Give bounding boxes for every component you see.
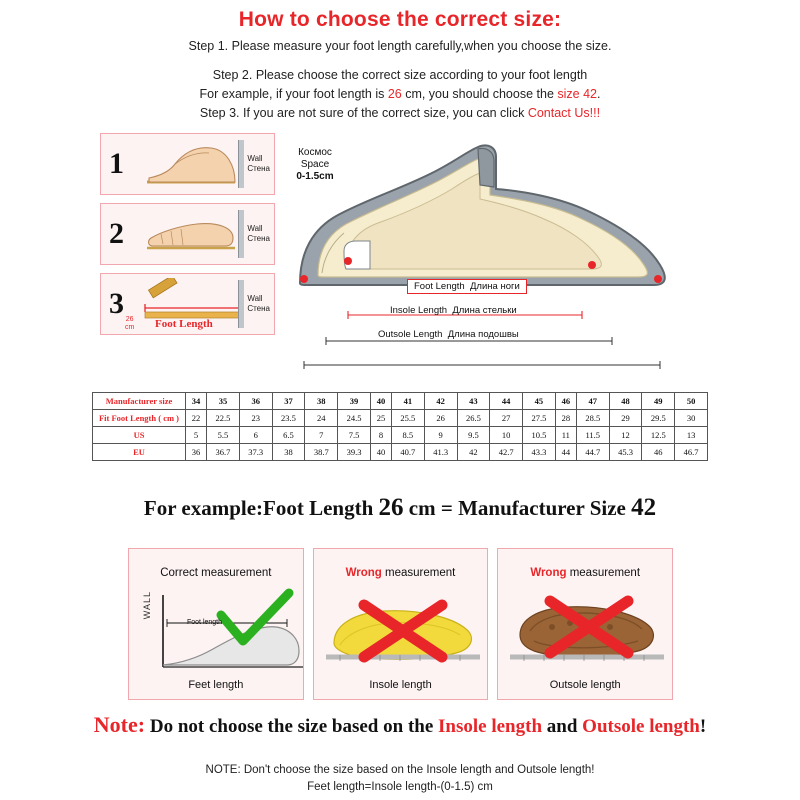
step-2-example-pre: For example, if your foot length is	[199, 87, 388, 101]
table-row-header: US	[93, 427, 186, 444]
space-label-en: Space	[300, 159, 330, 170]
table-cell: 25	[370, 410, 391, 427]
wrong-insole-caption	[314, 567, 488, 579]
insole-length-ru: Длина стельки	[452, 305, 517, 316]
table-cell: 25.5	[391, 410, 424, 427]
wrong-insole-caption-prefix: Wrong	[345, 567, 382, 579]
step-3-text	[0, 104, 800, 123]
panel-number: 1	[109, 147, 124, 180]
wall-label-en: Wall	[247, 294, 263, 303]
insole-length-en: Insole Length	[390, 305, 448, 316]
wrong-insole-box	[313, 548, 489, 700]
note-end: !	[699, 716, 707, 737]
step-2-example-end: .	[596, 87, 601, 101]
table-cell: 39	[338, 393, 371, 410]
table-cell: 29.5	[642, 410, 675, 427]
table-cell: 50	[675, 393, 708, 410]
note-outsole: Outsole length	[582, 716, 700, 737]
foot-length-cm-unit: cm	[125, 324, 135, 331]
wrong-outsole-box	[497, 548, 673, 700]
step-3-end: !!!	[589, 106, 601, 120]
table-cell: 7	[305, 427, 338, 444]
table-cell: 12	[609, 427, 642, 444]
table-cell: 28	[555, 410, 576, 427]
wall-label-ru: Стена	[247, 164, 270, 173]
measurement-comparison-boxes	[128, 548, 673, 700]
table-cell: 43	[457, 393, 490, 410]
footnote-line-1: NOTE: Don't choose the size based on the Insole length and Outsole length!	[205, 764, 595, 776]
outsole-length-ru: Длина подошвы	[447, 329, 519, 340]
table-cell: 7.5	[338, 427, 371, 444]
table-cell: 42	[457, 444, 490, 461]
table-row-header: Fit Foot Length ( cm )	[93, 410, 186, 427]
table-cell: 29	[609, 410, 642, 427]
foot-length-en: Foot Length	[414, 281, 465, 292]
foot-length-cm	[125, 316, 134, 332]
table-cell: 40	[370, 393, 391, 410]
step-2-text: Step 2. Please choose the correct size according to your foot length	[212, 68, 588, 82]
note-line	[0, 712, 800, 738]
table-cell: 24	[305, 410, 338, 427]
table-cell: 42.7	[490, 444, 523, 461]
table-cell: 49	[642, 393, 675, 410]
wall-bar	[238, 210, 244, 258]
wall-bar	[238, 280, 244, 328]
step-2-example	[0, 85, 800, 104]
wall-vertical-label: WALL	[142, 591, 152, 620]
table-cell: 47	[576, 393, 609, 410]
wrong-outsole-caption-prefix: Wrong	[530, 567, 567, 579]
table-cell: 11	[555, 427, 576, 444]
step-2-example-value: 26	[387, 87, 402, 101]
table-cell: 45.3	[609, 444, 642, 461]
table-cell: 35	[207, 393, 240, 410]
table-cell: 8.5	[391, 427, 424, 444]
table-cell: 37	[272, 393, 305, 410]
wall-label-ru: Стена	[247, 304, 270, 313]
wall-label-en: Wall	[247, 224, 263, 233]
example-mid: cm = Manufacturer Size	[403, 496, 632, 520]
table-cell: 23.5	[272, 410, 305, 427]
table-cell: 5.5	[207, 427, 240, 444]
insole-length-measurement-label	[390, 305, 517, 316]
foot-length-label: Foot Length	[155, 318, 213, 330]
table-cell: 38	[272, 444, 305, 461]
wrong-insole-bottom-label: Insole length	[369, 679, 432, 691]
outsole-length-measurement-label	[378, 329, 519, 340]
foot-top-illustration	[139, 208, 249, 262]
table-row	[93, 393, 708, 410]
table-cell: 6.5	[272, 427, 305, 444]
table-row	[93, 427, 708, 444]
table-cell: 46	[555, 393, 576, 410]
table-cell: 36.7	[207, 444, 240, 461]
correct-measurement-box	[128, 548, 304, 700]
table-cell: 40.7	[391, 444, 424, 461]
table-cell: 22	[186, 410, 207, 427]
wall-label-en: Wall	[247, 154, 263, 163]
table-cell: 9	[424, 427, 457, 444]
table-cell: 5	[186, 427, 207, 444]
table-cell: 46.7	[675, 444, 708, 461]
measure-step-panel-2	[100, 203, 275, 265]
foot-side-illustration	[139, 138, 249, 192]
foot-length-measurement-label	[407, 279, 527, 294]
table-cell: 30	[675, 410, 708, 427]
table-cell: 36	[239, 393, 272, 410]
table-cell: 26.5	[457, 410, 490, 427]
note-and: and	[542, 716, 583, 737]
note-label: Note:	[93, 712, 146, 737]
correct-caption-prefix: Correct	[160, 567, 198, 579]
step-1-text: Step 1. Please measure your foot length carefully,when you choose the size.	[188, 39, 612, 53]
table-cell: 10.5	[523, 427, 556, 444]
table-cell: 44.7	[576, 444, 609, 461]
table-cell: 24.5	[338, 410, 371, 427]
table-cell: 28.5	[576, 410, 609, 427]
table-cell: 38.7	[305, 444, 338, 461]
correct-measurement-illustration	[137, 587, 312, 675]
measure-step-panel-1	[100, 133, 275, 195]
table-cell: 42	[424, 393, 457, 410]
table-cell: 23	[239, 410, 272, 427]
outsole-length-en: Outsole Length	[378, 329, 443, 340]
page-title: How to choose the correct size:	[238, 8, 562, 31]
wrong-outsole-bottom-label: Outsole length	[549, 679, 621, 691]
panel-number: 2	[109, 217, 124, 250]
table-row	[93, 444, 708, 461]
example-size-value: 42	[631, 494, 657, 521]
table-cell: 13	[675, 427, 708, 444]
footnote-line-2: Feet length=Insole length-(0-1.5) cm	[307, 781, 493, 793]
foot-length-cm-value: 26	[125, 316, 134, 323]
step-3-pre: Step 3. If you are not sure of the correct size, you can click	[199, 106, 528, 120]
table-cell: 34	[186, 393, 207, 410]
size-table-wrapper	[92, 392, 708, 461]
table-cell: 27	[490, 410, 523, 427]
diagram-row	[0, 133, 800, 368]
table-cell: 38	[305, 393, 338, 410]
note-text-pre: Do not choose the size based on the	[145, 716, 439, 737]
wrong-outsole-caption	[498, 567, 672, 579]
foot-length-ru: Длина ноги	[470, 281, 520, 292]
table-cell: 37.3	[239, 444, 272, 461]
table-cell: 36	[186, 444, 207, 461]
wall-label	[247, 294, 270, 314]
space-label-value: 0-1.5cm	[296, 171, 334, 182]
wall-label	[247, 224, 270, 244]
table-cell: 10	[490, 427, 523, 444]
correct-bottom-label: Feet length	[188, 679, 244, 691]
space-label-ru: Космос	[298, 147, 332, 158]
table-cell: 8	[370, 427, 391, 444]
outsole-illustration	[504, 591, 672, 671]
table-cell: 12.5	[642, 427, 675, 444]
contact-us-link[interactable]: Contact Us	[527, 106, 590, 120]
correct-caption-rest: measurement	[197, 567, 272, 579]
table-cell: 11.5	[576, 427, 609, 444]
example-pre: For example:Foot Length	[143, 496, 379, 520]
panel-number: 3	[109, 287, 124, 320]
table-cell: 22.5	[207, 410, 240, 427]
size-conversion-table	[92, 392, 708, 461]
table-cell: 44	[555, 444, 576, 461]
steps-block	[0, 37, 800, 123]
wall-label-ru: Стена	[247, 234, 270, 243]
table-cell: 43.3	[523, 444, 556, 461]
table-row	[93, 410, 708, 427]
note-insole: Insole length	[438, 716, 543, 737]
table-cell: 41	[391, 393, 424, 410]
table-cell: 44	[490, 393, 523, 410]
wall-label	[247, 154, 270, 174]
example-cm-value: 26	[378, 494, 404, 521]
step-2-example-size: size 42	[557, 87, 597, 101]
table-cell: 41.3	[424, 444, 457, 461]
table-row-header: EU	[93, 444, 186, 461]
wrong-insole-caption-rest: measurement	[381, 567, 456, 579]
correct-measurement-caption	[129, 567, 303, 579]
measure-step-panel-3	[100, 273, 275, 335]
table-cell: 27.5	[523, 410, 556, 427]
table-row-header: Manufacturer size	[93, 393, 186, 410]
table-cell: 26	[424, 410, 457, 427]
table-cell: 48	[609, 393, 642, 410]
table-cell: 6	[239, 427, 272, 444]
shoe-cross-section	[282, 133, 682, 368]
table-cell: 45	[523, 393, 556, 410]
table-cell: 9.5	[457, 427, 490, 444]
measure-steps-panels	[100, 133, 275, 343]
example-line	[0, 494, 800, 522]
table-cell: 46	[642, 444, 675, 461]
foot-length-inner-label: Foot length	[187, 619, 223, 626]
wrong-outsole-caption-rest: measurement	[566, 567, 641, 579]
wall-bar	[238, 140, 244, 188]
insole-illustration	[320, 591, 488, 671]
step-2-example-mid: cm, you should choose the	[401, 87, 558, 101]
table-cell: 39.3	[338, 444, 371, 461]
footnote-block	[0, 762, 800, 796]
table-cell: 40	[370, 444, 391, 461]
